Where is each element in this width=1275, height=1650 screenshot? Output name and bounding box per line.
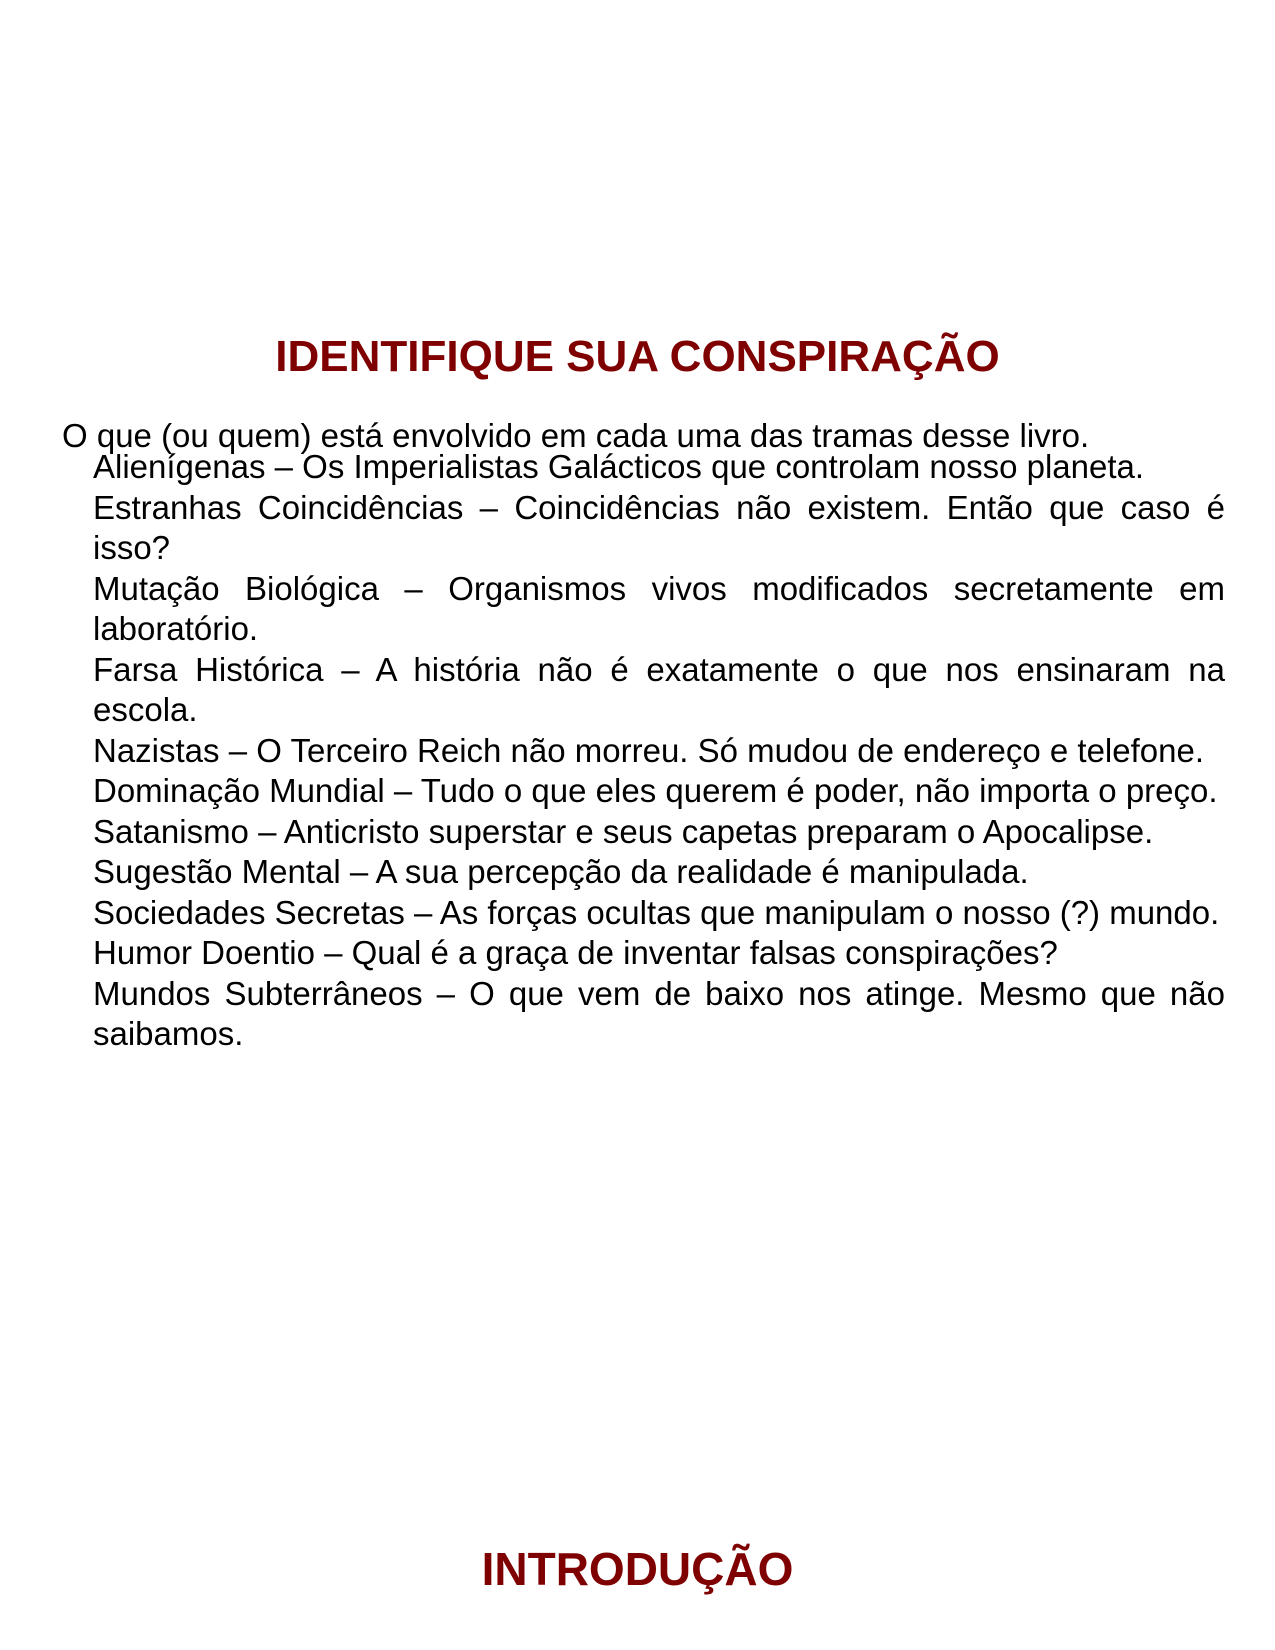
- list-item: Mundos Subterrâneos – O que vem de baixo nos atinge. Mesmo que não saibamos.: [93, 974, 1225, 1052]
- intro-paragraph: O que (ou quem) está envolvido em cada uma das tramas desse livro.: [62, 417, 1090, 454]
- list-item: Humor Doentio – Qual é a graça de inventar falsas conspirações?: [93, 934, 1058, 971]
- list-item: Satanismo – Anticristo superstar e seus capetas preparam o Apocalipse.: [93, 812, 1154, 850]
- page-title: IDENTIFIQUE SUA CONSPIRAÇÃO: [275, 332, 1000, 382]
- list-item: Mutação Biológica – Organismos vivos modificados secretamente em laboratório.: [93, 569, 1225, 647]
- list-item: Nazistas – O Terceiro Reich não morreu. Só mudou de endereço e telefone.: [93, 731, 1205, 769]
- list-item: Sugestão Mental – A sua percepção da realidade é manipulada.: [93, 853, 1029, 890]
- list-item: Estranhas Coincidências – Coincidências não existem. Então que caso é isso?: [93, 488, 1225, 566]
- list-item: Alienígenas – Os Imperialistas Galácticos que controlam nosso planeta.: [93, 448, 1145, 485]
- section-heading: INTRODUÇÃO: [481, 1543, 794, 1596]
- list-item: Sociedades Secretas – As forças ocultas que manipulam o nosso (?) mundo.: [93, 893, 1220, 931]
- list-item: Farsa Histórica – A história não é exatamente o que nos ensinaram na escola.: [93, 650, 1225, 728]
- conspiracy-list: [93, 447, 1225, 1055]
- list-item: Dominação Mundial – Tudo o que eles querem é poder, não importa o preço.: [93, 772, 1218, 809]
